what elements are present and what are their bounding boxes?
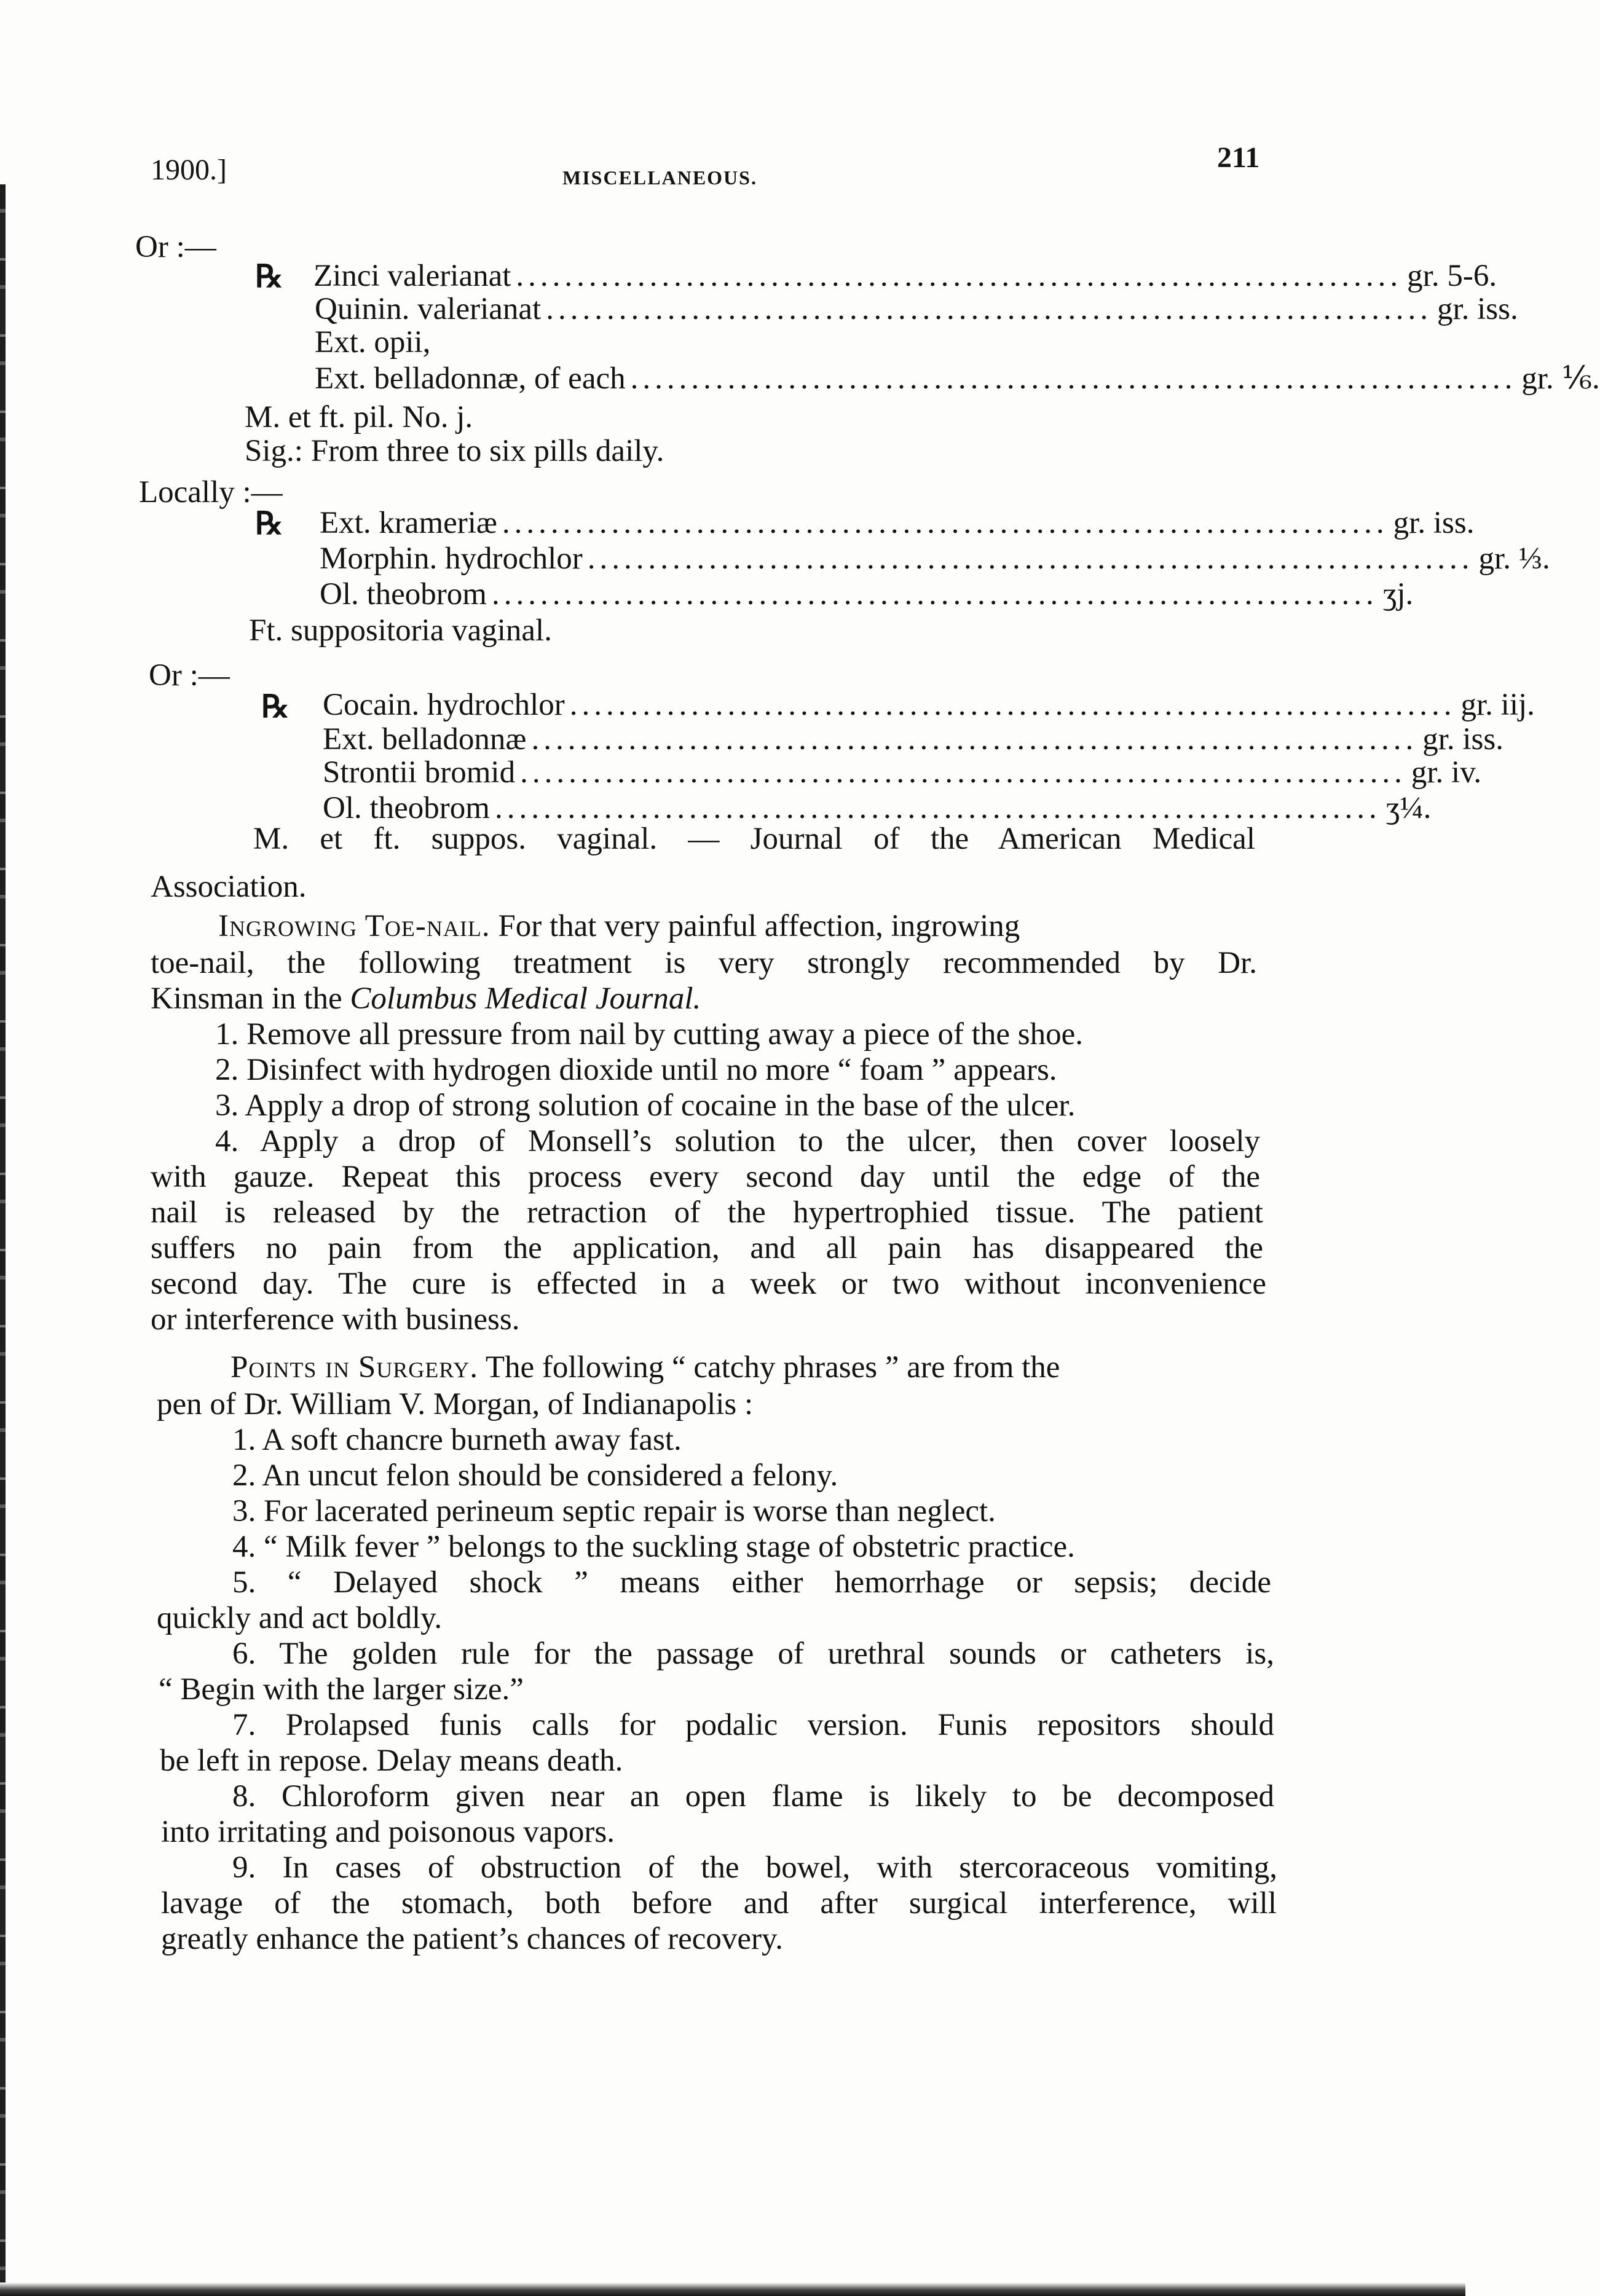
rx3-intro: Or :— (149, 658, 230, 693)
rx1-item: Ext. opii, (315, 325, 431, 360)
bottom-edge-shadow (0, 2282, 1465, 2296)
toenail-step: 2. Disinfect with hydrogen dioxide until no more “ foam ” appears. (215, 1053, 1057, 1087)
drug-dose: gr. ⅓. (1478, 541, 1550, 576)
surgery-point-line: into irritating and poisonous vapors. (161, 1815, 615, 1849)
drug-name: Ext. belladonnæ (323, 722, 527, 757)
toenail-step: 4. Apply a drop of Monsell’s solution to the ulcer, then cover loosely (215, 1124, 1260, 1158)
toenail-step-line: with gauze. Repeat this process every second day until the edge of the (151, 1160, 1260, 1194)
drug-dose: gr. iv. (1411, 755, 1482, 790)
toenail-heading: Ingrowing Toe-nail. (218, 909, 491, 943)
surgery-point: 4. “ Milk fever ” belongs to the suckling stage of obstetric practice. (232, 1530, 1075, 1564)
rx3-item (323, 755, 1482, 790)
rx2-closing: Ft. suppositoria vaginal. (249, 613, 552, 648)
toenail-intro-line (151, 981, 701, 1016)
rx1-item (315, 361, 1600, 396)
surgery-point-line: lavage of the stomach, both before and after surgical interference, will (161, 1886, 1277, 1921)
toenail-step-line: second day. The cure is effected in a week or two without inconvenience (151, 1267, 1266, 1301)
surgery-point: 9. In cases of obstruction of the bowel, with stercoraceous vomiting, (232, 1850, 1277, 1885)
rx-symbol-icon: ℞ (261, 690, 290, 725)
page-number: 211 (1217, 141, 1260, 174)
leader-dots: ......................................................................... (502, 506, 1389, 540)
surgery-point: 5. “ Delayed shock ” means either hemorrhage or sepsis; decide (232, 1565, 1271, 1600)
toenail-step-line: or interference with business. (151, 1302, 520, 1337)
journal-title: Columbus Medical Journal. (350, 981, 701, 1016)
rx-symbol-icon: ℞ (255, 260, 283, 294)
surgery-heading: Points in Surgery. (231, 1350, 478, 1385)
leader-dots: ......................................................................... (494, 791, 1381, 825)
drug-name: Zinci valerianat (313, 259, 511, 293)
drug-dose: ʒj. (1382, 577, 1414, 611)
surgery-intro-line: pen of Dr. William V. Morgan, of Indianapolis : (157, 1387, 754, 1421)
page-edge-shadow (0, 184, 6, 2296)
rx1-signa: Sig.: From three to six pills daily. (245, 434, 664, 468)
surgery-paragraph-start (231, 1350, 1263, 1385)
rx3-closing: M. et ft. suppos. vaginal. — Journal of the American Medical (253, 822, 1255, 856)
surgery-point: 7. Prolapsed funis calls for podalic version. Funis repositors should (232, 1708, 1274, 1742)
drug-dose: ʒ¼. (1385, 791, 1432, 825)
leader-dots: ......................................................................... (587, 541, 1474, 576)
drug-name: Ext. krameriæ (320, 506, 497, 540)
drug-name: Ol. theobrom (320, 577, 487, 611)
leader-dots: ......................................................................... (569, 688, 1456, 722)
toenail-step-line: nail is released by the retraction of the hypertrophied tissue. The patient (151, 1195, 1263, 1230)
rx1-item (315, 291, 1518, 327)
drug-name: Ext. belladonnæ, of each (315, 361, 626, 396)
toenail-step: 3. Apply a drop of strong solution of cocaine in the base of the ulcer. (215, 1088, 1076, 1123)
drug-name: Quinin. valerianat (315, 292, 542, 326)
toenail-intro-text: Kinsman in the (151, 981, 350, 1016)
leader-dots: ......................................................................... (630, 361, 1517, 396)
rx2-item (320, 541, 1550, 576)
drug-name: Cocain. hydrochlor (323, 688, 565, 722)
surgery-point-line: be left in repose. Delay means death. (160, 1744, 623, 1778)
toenail-step-line: suffers no pain from the application, and all pain has disappeared the (151, 1231, 1263, 1265)
leader-dots: ......................................................................... (531, 722, 1418, 757)
drug-name: Morphin. hydrochlor (320, 541, 583, 576)
surgery-point-line: greatly enhance the patient’s chances of recovery. (161, 1922, 783, 1956)
rx-symbol-icon: ℞ (255, 507, 283, 541)
rx3-closing-continued: Association. (151, 870, 307, 904)
drug-dose: gr. iss. (1422, 722, 1503, 757)
drug-name: Ol. theobrom (323, 791, 490, 825)
header-year: 1900.] (151, 154, 227, 186)
header-title: MISCELLANEOUS. (562, 167, 757, 189)
surgery-point: 8. Chloroform given near an open flame is likely to be decomposed (232, 1779, 1274, 1814)
rx3-item (323, 687, 1535, 723)
leader-dots: ......................................................................... (520, 755, 1406, 790)
rx2-item (320, 505, 1475, 541)
toenail-step: 1. Remove all pressure from nail by cutting away a piece of the shoe. (215, 1017, 1083, 1052)
rx1-closing: M. et ft. pil. No. j. (245, 400, 473, 434)
drug-dose: gr. 5-6. (1407, 259, 1497, 293)
surgery-point: 6. The golden rule for the passage of urethral sounds or catheters is, (232, 1637, 1274, 1671)
leader-dots: ......................................................................... (546, 292, 1432, 326)
toenail-paragraph-start (218, 908, 1257, 944)
toenail-intro: For that very painful affection, ingrowing (498, 909, 1020, 943)
surgery-point: 3. For lacerated perineum septic repair is worse than neglect. (232, 1494, 996, 1528)
rx2-intro: Locally :— (139, 475, 283, 509)
drug-name: Strontii bromid (323, 755, 516, 790)
rx3-item (323, 721, 1503, 757)
leader-dots: ......................................................................... (516, 259, 1403, 293)
surgery-point: 1. A soft chancre burneth away fast. (232, 1423, 682, 1457)
rx2-item (320, 576, 1414, 612)
drug-dose: gr. iss. (1436, 292, 1518, 326)
drug-dose: gr. ⅙. (1521, 361, 1600, 396)
drug-dose: gr. iij. (1460, 688, 1535, 722)
toenail-intro-line: toe-nail, the following treatment is very strongly recommended by Dr. (151, 946, 1257, 980)
rx1-intro: Or :— (135, 230, 216, 264)
leader-dots: ......................................................................... (491, 577, 1378, 611)
surgery-point-line: “ Begin with the larger size.” (159, 1672, 524, 1707)
surgery-intro: The following “ catchy phrases ” are from the (485, 1350, 1060, 1385)
drug-dose: gr. iss. (1393, 506, 1475, 540)
rx1-item (313, 258, 1497, 294)
surgery-point: 2. An uncut felon should be considered a felony. (232, 1458, 838, 1493)
surgery-point-line: quickly and act boldly. (157, 1601, 443, 1635)
